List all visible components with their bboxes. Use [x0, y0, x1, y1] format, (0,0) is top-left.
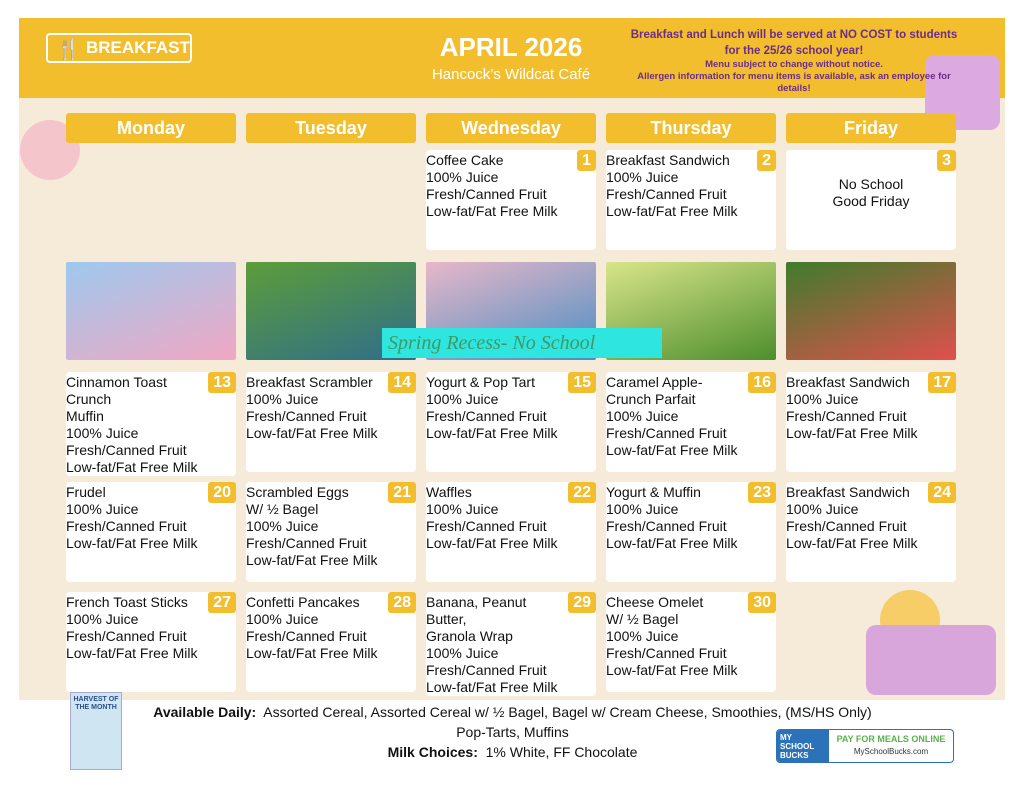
day-header-friday: Friday — [786, 113, 956, 143]
date-number: 17 — [928, 372, 956, 393]
msb-logo: MY SCHOOL BUCKS — [777, 730, 829, 762]
poster-title: HARVEST OF THE MONTH — [73, 696, 119, 711]
day-header-monday: Monday — [66, 113, 236, 143]
date-number: 28 — [388, 592, 416, 613]
menu-items: Breakfast Sandwich 100% Juice Fresh/Canned Fruit Low-fat/Fat Free Milk — [786, 484, 918, 551]
menu-items: Confetti Pancakes 100% Juice Fresh/Canned Fruit Low-fat/Fat Free Milk — [246, 594, 378, 661]
menu-day-cell — [606, 150, 776, 250]
menu-day-cell — [246, 482, 416, 582]
spring-recess-banner: Spring Recess- No School — [382, 328, 662, 358]
date-number: 3 — [937, 150, 956, 171]
notice — [624, 27, 964, 95]
date-number: 30 — [748, 592, 776, 613]
myschoolbucks-link[interactable] — [776, 729, 954, 763]
logo-label: BREAKFAST — [86, 38, 190, 57]
date-number: 1 — [577, 150, 596, 171]
harvest-of-the-month-poster — [70, 692, 122, 770]
date-number: 16 — [748, 372, 776, 393]
menu-day-cell — [606, 592, 776, 692]
date-number: 29 — [568, 592, 596, 613]
menu-items: Banana, Peanut Butter, Granola Wrap 100% Juice Fresh/Canned Fruit Low-fat/Fat Free Milk — [426, 594, 558, 695]
spring-photo — [66, 262, 236, 360]
menu-day-cell — [66, 482, 236, 582]
msb-site: MySchoolBucks.com — [853, 747, 929, 756]
menu-items: Yogurt & Muffin 100% Juice Fresh/Canned Fruit Low-fat/Fat Free Milk — [606, 484, 738, 551]
date-number: 24 — [928, 482, 956, 503]
milk-text: 1% White, FF Chocolate — [485, 744, 638, 760]
menu-items: French Toast Sticks 100% Juice Fresh/Canned Fruit Low-fat/Fat Free Milk — [66, 594, 198, 661]
menu-day-cell — [606, 372, 776, 472]
menu-items: Yogurt & Pop Tart 100% Juice Fresh/Canned Fruit Low-fat/Fat Free Milk — [426, 374, 558, 441]
notice-allergen: Allergen information for menu items is available, ask an employee for details! — [637, 71, 951, 94]
date-number: 22 — [568, 482, 596, 503]
date-number: 20 — [208, 482, 236, 503]
day-header-tuesday: Tuesday — [246, 113, 416, 143]
date-number: 23 — [748, 482, 776, 503]
menu-day-cell — [786, 150, 956, 250]
menu-items: Breakfast Sandwich 100% Juice Fresh/Canned Fruit Low-fat/Fat Free Milk — [606, 152, 738, 219]
milk-label: Milk Choices: — [387, 744, 478, 760]
menu-items: Breakfast Scrambler 100% Juice Fresh/Canned Fruit Low-fat/Fat Free Milk — [246, 374, 378, 441]
notice-change: Menu subject to change without notice. — [705, 59, 883, 70]
boots-decoration — [866, 625, 996, 695]
page-subtitle: Hancock’s Wildcat Café — [431, 66, 591, 83]
menu-items: Cheese Omelet W/ ½ Bagel 100% Juice Fresh/Canned Fruit Low-fat/Fat Free Milk — [606, 594, 738, 678]
notice-cost: Breakfast and Lunch will be served at NO COST to students for the 25/26 school year! — [630, 29, 958, 57]
menu-items: Cinnamon Toast Crunch Muffin 100% Juice Fresh/Canned Fruit Low-fat/Fat Free Milk — [66, 374, 198, 475]
menu-items: No School Good Friday — [832, 176, 910, 209]
day-header-thursday: Thursday — [606, 113, 776, 143]
menu-day-cell — [246, 592, 416, 692]
menu-day-cell — [426, 592, 596, 696]
footer — [150, 702, 875, 762]
spring-photo — [786, 262, 956, 360]
menu-day-cell — [66, 592, 236, 692]
date-number: 21 — [388, 482, 416, 503]
breakfast-logo — [46, 33, 192, 63]
menu-day-cell — [786, 482, 956, 582]
msb-cta: PAY FOR MEALS ONLINE — [836, 734, 946, 744]
menu-day-cell — [606, 482, 776, 582]
fork-icon: 🍴 — [56, 39, 81, 61]
menu-day-cell — [786, 372, 956, 472]
menu-items: Coffee Cake 100% Juice Fresh/Canned Fruit Low-fat/Fat Free Milk — [426, 152, 558, 219]
date-number: 27 — [208, 592, 236, 613]
menu-day-cell — [246, 372, 416, 472]
menu-items: Frudel 100% Juice Fresh/Canned Fruit Low-fat/Fat Free Milk — [66, 484, 198, 551]
day-header-wednesday: Wednesday — [426, 113, 596, 143]
menu-day-cell — [426, 482, 596, 582]
available-label: Available Daily: — [153, 704, 257, 720]
menu-day-cell — [426, 150, 596, 250]
available-text: Assorted Cereal, Assorted Cereal w/ ½ Bagel, Bagel w/ Cream Cheese, Smoothies, (MS/HS Only) Pop-Tarts, Muffins — [263, 704, 872, 740]
date-number: 2 — [757, 150, 776, 171]
date-number: 14 — [388, 372, 416, 393]
menu-items: Breakfast Sandwich 100% Juice Fresh/Canned Fruit Low-fat/Fat Free Milk — [786, 374, 918, 441]
date-number: 13 — [208, 372, 236, 393]
date-number: 15 — [568, 372, 596, 393]
page-title: APRIL 2026 — [439, 32, 583, 62]
menu-items: Scrambled Eggs W/ ½ Bagel 100% Juice Fresh/Canned Fruit Low-fat/Fat Free Milk — [246, 484, 378, 568]
menu-items: Caramel Apple- Crunch Parfait 100% Juice Fresh/Canned Fruit Low-fat/Fat Free Milk — [606, 374, 738, 458]
menu-day-cell — [426, 372, 596, 472]
menu-items: Waffles 100% Juice Fresh/Canned Fruit Low-fat/Fat Free Milk — [426, 484, 558, 551]
menu-day-cell — [66, 372, 236, 476]
